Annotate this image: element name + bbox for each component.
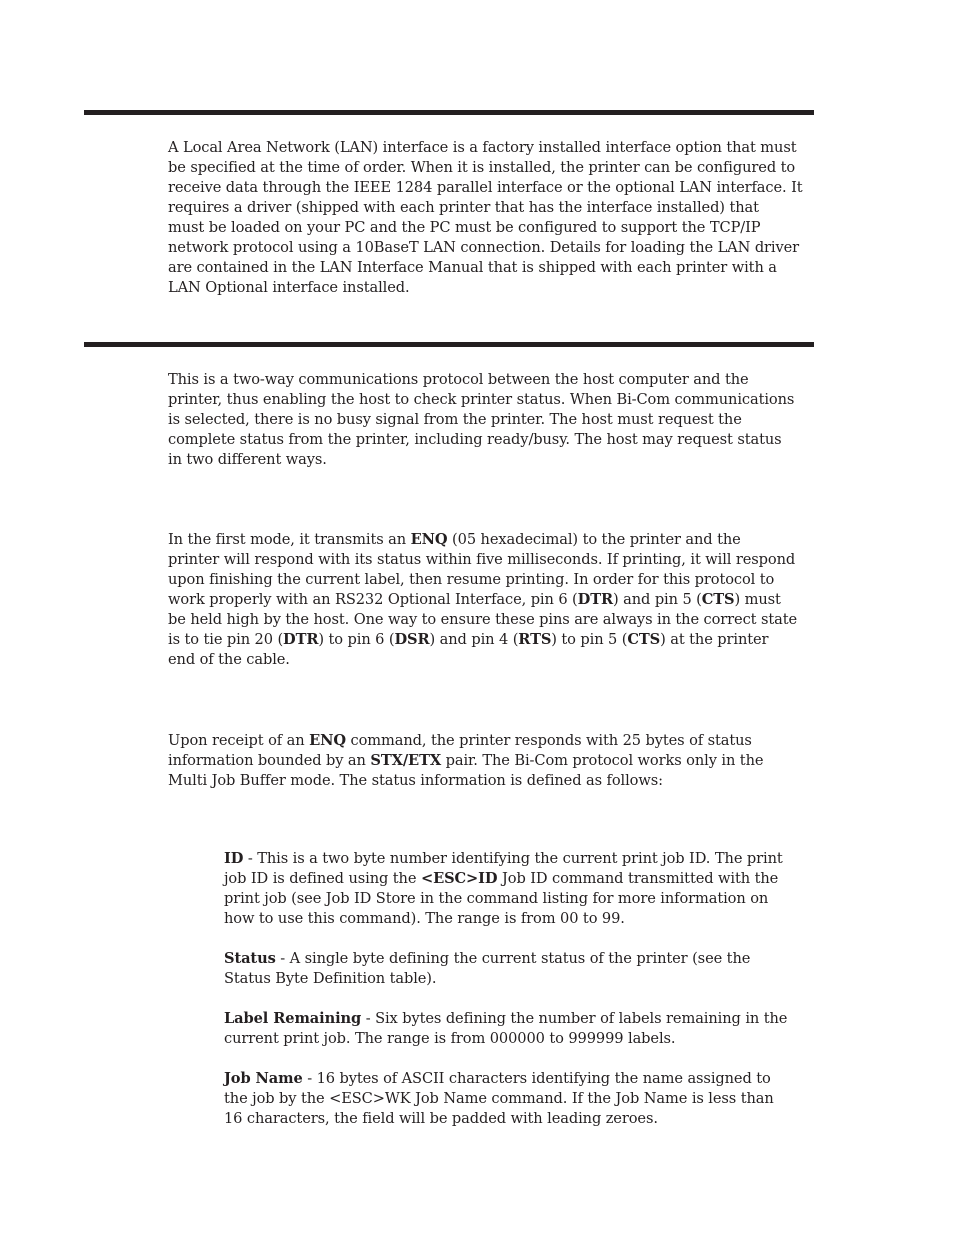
text-line [224,869,783,889]
bold-term: RTS [518,631,552,648]
text-run: - Six bytes defining the number of labels remaining in the [361,1010,788,1027]
text-run: are contained in the LAN Interface Manual that is shipped with each printer with a [168,259,777,276]
text-run: ) at the printer [660,631,769,648]
text-run: work properly with an RS232 Optional Interface, pin 6 ( [168,591,578,608]
text-line [224,1029,787,1049]
bold-term: Job Name [224,1070,303,1087]
text-line [168,178,803,198]
text-line [168,590,797,610]
text-run: (05 hexadecimal) to the printer and the [447,531,741,548]
text-run: end of the cable. [168,651,290,668]
text-run: network protocol using a 10BaseT LAN connection. Details for loading the LAN driver [168,239,800,256]
bold-term: CTS [701,591,735,608]
text-run: pair. The Bi-Com protocol works only in the [441,752,764,769]
bold-term: ENQ [410,531,448,548]
text-run: ) and pin 5 ( [613,591,702,608]
text-line [224,889,783,909]
text-run: This is a two-way communications protocol between the host computer and the [168,371,749,388]
text-line [168,198,803,218]
bold-term: DSR [394,631,430,648]
text-line [168,410,794,430]
definition-status [224,949,750,989]
definition-job-name [224,1069,774,1129]
enq-response-paragraph [168,731,763,791]
text-run: how to use this command). The range is from 00 to 99. [224,910,625,927]
text-line [168,258,803,278]
text-run: A Local Area Network (LAN) interface is a factory installed interface option that must [168,139,797,156]
section-divider-bicom [84,342,814,347]
text-run: complete status from the printer, including ready/busy. The host may request status [168,431,782,448]
bold-term: DTR [577,591,613,608]
text-run: Upon receipt of an [168,732,310,749]
text-run: current print job. The range is from 000000 to 999999 labels. [224,1030,676,1047]
text-line [224,849,783,869]
text-run: ) to pin 5 ( [551,631,628,648]
text-run: information bounded by an [168,752,371,769]
text-run: LAN Optional interface installed. [168,279,410,296]
text-run: print job (see Job ID Store in the command listing for more information on [224,890,769,907]
first-mode-paragraph [168,530,797,670]
text-line [168,158,803,178]
bold-term: Status [224,950,276,967]
text-line [168,610,797,630]
bold-term: ID [224,850,244,867]
text-line [224,949,750,969]
text-run: is selected, there is no busy signal from the printer. The host must request the [168,411,742,428]
text-run: job ID is defined using the [224,870,421,887]
text-line [168,278,803,298]
text-line [168,530,797,550]
text-line [168,751,763,771]
text-run: must be loaded on your PC and the PC must be configured to support the TCP/IP [168,219,761,236]
bold-term: <ESC>ID [420,870,498,887]
text-run: be specified at the time of order. When it is installed, the printer can be configured to [168,159,796,176]
text-line [224,1109,774,1129]
text-line [224,909,783,929]
text-run: ) and pin 4 ( [429,631,519,648]
text-run: Multi Job Buffer mode. The status information is defined as follows: [168,772,663,789]
text-run: - This is a two byte number identifying the current print job ID. The print [243,850,783,867]
text-line [168,650,797,670]
text-line [168,138,803,158]
text-run: In the first mode, it transmits an [168,531,411,548]
bold-term: CTS [627,631,661,648]
text-run: Status Byte Definition table). [224,970,437,987]
text-run: requires a driver (shipped with each printer that has the interface installed) that [168,199,759,216]
text-line [168,238,803,258]
section-divider-lan [84,110,814,115]
text-run: is to tie pin 20 ( [168,631,284,648]
text-run: the job by the <ESC>WK Job Name command. If the Job Name is less than [224,1090,774,1107]
bicom-intro-paragraph [168,370,794,470]
text-run: 16 characters, the field will be padded with leading zeroes. [224,1110,658,1127]
text-run: command, the printer responds with 25 bytes of status [345,732,752,749]
text-line [168,390,794,410]
text-run: in two different ways. [168,451,327,468]
text-line [224,969,750,989]
text-line [168,570,797,590]
text-run: - 16 bytes of ASCII characters identifying the name assigned to [302,1070,771,1087]
bold-term: Label Remaining [224,1010,362,1027]
text-run: Job ID command transmitted with the [497,870,779,887]
text-run: ) must [734,591,781,608]
text-line [224,1089,774,1109]
bold-term: STX/ETX [370,752,442,769]
text-line [168,370,794,390]
bold-term: DTR [283,631,319,648]
text-run: be held high by the host. One way to ensure these pins are always in the correct state [168,611,798,628]
text-line [168,450,794,470]
text-line [224,1069,774,1089]
text-run: upon finishing the current label, then resume printing. In order for this protocol to [168,571,775,588]
text-line [224,1009,787,1029]
text-line [168,630,797,650]
text-line [168,430,794,450]
text-line [168,771,763,791]
definition-label-remaining [224,1009,787,1049]
text-run: printer will respond with its status within five milliseconds. If printing, it will respond [168,551,796,568]
text-run: ) to pin 6 ( [318,631,395,648]
definition-id [224,849,783,929]
lan-interface-paragraph [168,138,803,298]
text-run: printer, thus enabling the host to check printer status. When Bi-Com communications [168,391,795,408]
bold-term: ENQ [309,732,346,749]
text-run: - A single byte defining the current status of the printer (see the [275,950,751,967]
text-line [168,731,763,751]
text-line [168,218,803,238]
text-line [168,550,797,570]
text-run: receive data through the IEEE 1284 parallel interface or the optional LAN interface. It [168,179,803,196]
